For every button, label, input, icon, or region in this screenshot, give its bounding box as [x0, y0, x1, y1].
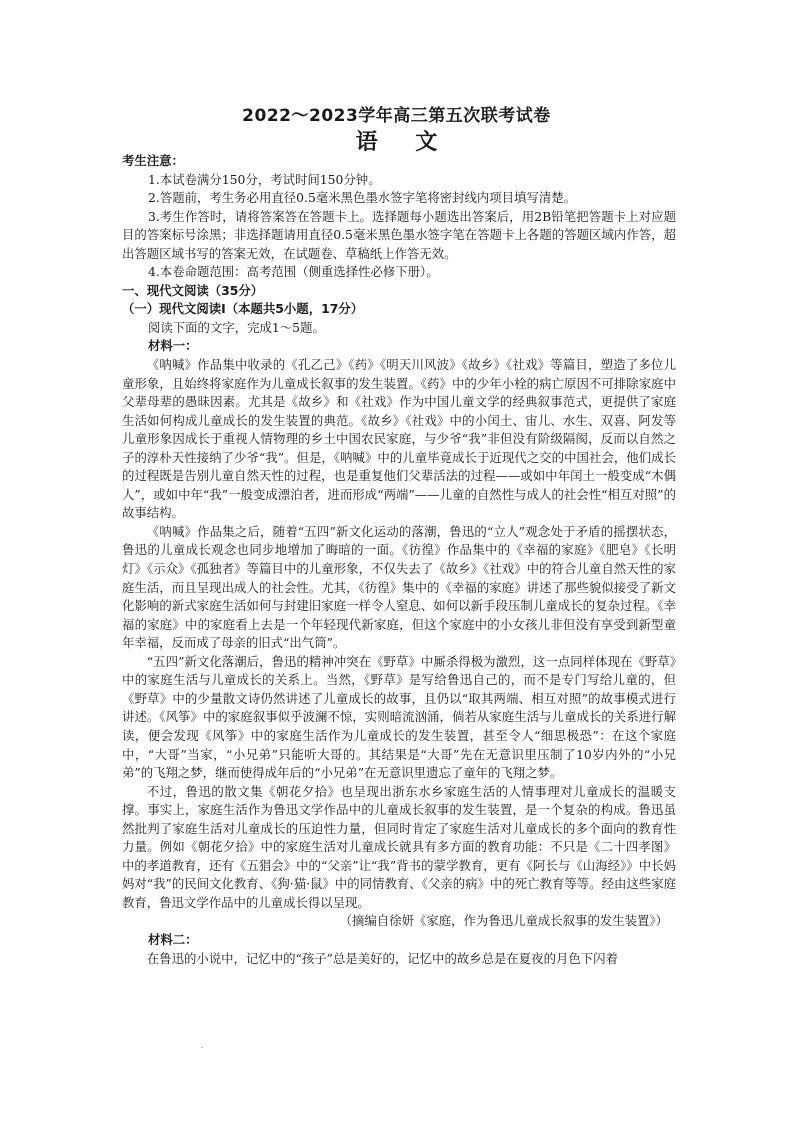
- page-dot: [201, 1047, 203, 1048]
- reading-instruction: 阅读下面的文字，完成1～5题。: [148, 319, 325, 335]
- material-1-label: 材料一：: [148, 338, 198, 354]
- material-2-paragraph: 在鲁迅的小说中，记忆中的“孩子”总是美好的，记忆中的故乡总是在夏夜的月色下闪着: [146, 950, 618, 966]
- section-heading: 一、现代文阅读（35分）: [122, 282, 264, 298]
- exam-body: [122, 152, 676, 968]
- material-1-paragraph: 《呐喊》作品集之后，随着“五四”新文化运动的落潮，鲁迅的“立人”观念处于矛盾的摇摆状态，鲁迅的儿童成长观念也同步地增加了晦暗的一面。《彷徨》作品集中的《幸福的家庭》《肥皂》《长明灯》《示众》《孤独者》等篇目中的儿童形象，不仅失去了《故乡》《社戏》中的符合儿童自然天性的家庭生活，而且呈现出成人的社会性。尤其，《彷徨》集中的《幸福的家庭》讲述了那些貌似接受了新文化影响的新式家庭生活如何与封建旧家庭一样令人窒息、如何以新手段压制儿童成长的复杂过程。《幸福的家庭》中的家庭看上去是一个年轻现代新家庭，但这个家庭中的小女孩儿非但没有享受到新型童年幸福，反而成了母亲的旧式“出气筒”。: [122, 523, 676, 651]
- material-2-label: 材料二：: [148, 931, 198, 947]
- notice-item-3: 3.考生作答时，请将答案答在答题卡上。选择题每小题选出答案后，用2B铅笔把答题卡上对应题目的答案标号涂黑；非选择题请用直径0.5毫米黑色墨水签字笔在答题卡上各题的答题区域内作答，超出答题区域书写的答案无效，在试题卷、草稿纸上作答无效。: [122, 208, 676, 261]
- material-1-paragraph: “五四”新文化落潮后，鲁迅的精神冲突在《野草》中厮杀得极为激烈，这一点同样体现在《野草》中的家庭生活与儿童成长的关系上。当然，《野草》是写给鲁迅自己的，而不是专门写给儿童的，但《野草》中的少量散文诗仍然讲述了儿童成长的故事，且仍以“取其两端、相互对照”的故事模式进行讲述。《风筝》中的家庭叙事似乎波澜不惊，实则暗流汹涌，倘若从家庭生活与儿童成长的关系进行解读，便会发现《风筝》中的家庭生活作为儿童成长的发生装置，甚至令人“细思极恐”：在这个家庭中，“大哥”当家，“小兄弟”只能听大哥的。其结果是“大哥”先在无意识里压制了10岁内外的“小兄弟”的飞翔之梦，继而使得成年后的“小兄弟”在无意识里遗忘了童年的飞翔之梦。: [122, 653, 676, 781]
- material-1-paragraph: 不过，鲁迅的散文集《朝花夕拾》也呈现出浙东水乡家庭生活的人情事理对儿童成长的温暖支撑。事实上，家庭生活作为鲁迅文学作品中的儿童成长叙事的发生装置，是一个复杂的构成。鲁迅虽然批判了家庭生活对儿童成长的压迫性力量，但同时肯定了家庭生活对儿童成长的多个面向的教育性力量。例如《朝花夕拾》中的家庭生活对儿童成长就具有多方面的教育功能：不只是《二十四孝图》中的孝道教育，还有《五猖会》中的“父亲”让“我”背书的蒙学教育，更有《阿长与《山海经》》中长妈妈对“我”的民间文化教育、《狗·猫·鼠》中的同情教育、《父亲的病》中的死亡教育等等。经由这些家庭教育，鲁迅文学作品中的儿童成长得以呈现。: [122, 783, 676, 910]
- material-1-paragraph: 《呐喊》作品集中收录的《孔乙己》《药》《明天川风波》《故乡》《社戏》等篇目，塑造了多位儿童形象，且始终将家庭作为儿童成长叙事的发生装置。《药》中的少年小栓的病亡原因不可排除家庭中父辈母辈的愚昧因素。尤其是《故乡》和《社戏》作为中国儿童文学的经典叙事范式，更提供了家庭生活如何构成儿童成长的发生装置的典范。《故乡》《社戏》中的小闰土、宙儿、水生、双喜、阿发等儿童形象因成长于重视人情物理的乡土中国农民家庭，与少爷“我”非但没有阶级隔阂，反而以自然之子的淳朴天性接纳了少爷“我”。但是，《呐喊》中的儿童毕竟成长于近现代之交的中国社会，他们成长的过程既是告别儿童自然天性的过程，也是重复他们父辈活法的过程——或如中年闰土一般变成“木偶人”，或如中年“我”一般变成漂泊者，进而形成“两端”——儿童的自然性与成人的社会性“相互对照”的故事结构。: [122, 357, 676, 521]
- notice-item-2: 2.答题前，考生务必用直径0.5毫米黑色墨水签字笔将密封线内项目填写清楚。: [148, 190, 577, 206]
- exam-subject: 语 文: [355, 130, 438, 155]
- notice-item-1: 1.本试卷满分150分，考试时间150分钟。: [148, 171, 381, 187]
- notice-item-4: 4.本卷命题范围：高考范围（侧重选择性必修下册）。: [148, 264, 439, 280]
- exam-title: 2022～2023学年高三第五次联考试卷: [242, 106, 551, 126]
- subsection-heading: （一）现代文阅读Ⅰ（本题共5小题，17分）: [122, 301, 364, 317]
- notice-heading: 考生注意：: [122, 153, 184, 168]
- material-1-source: （摘编自徐妍《家庭，作为鲁迅儿童成长叙事的发生装置》）: [339, 913, 668, 929]
